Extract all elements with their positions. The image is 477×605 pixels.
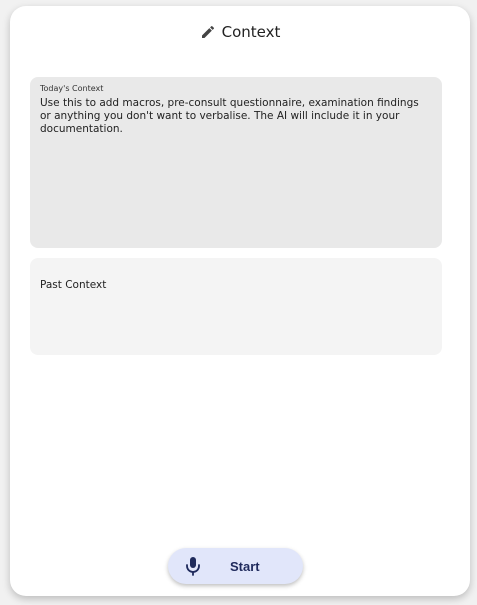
start-button-label: Start (230, 558, 260, 574)
past-context-label: Past Context (40, 279, 107, 291)
todays-context-textarea[interactable] (30, 77, 442, 248)
past-context-section[interactable] (30, 258, 442, 355)
microphone-icon (184, 556, 202, 576)
pencil-icon (200, 24, 216, 40)
start-button[interactable] (168, 548, 303, 584)
page-title: Context (221, 23, 281, 41)
todays-context-label: Today's Context (40, 84, 104, 93)
context-panel (10, 6, 470, 596)
todays-context-placeholder: Use this to add macros, pre-consult questionnaire, examination findings or anything you don't want to verbalise. The AI will include it in your documentation. (40, 97, 419, 135)
panel-header (10, 18, 470, 46)
